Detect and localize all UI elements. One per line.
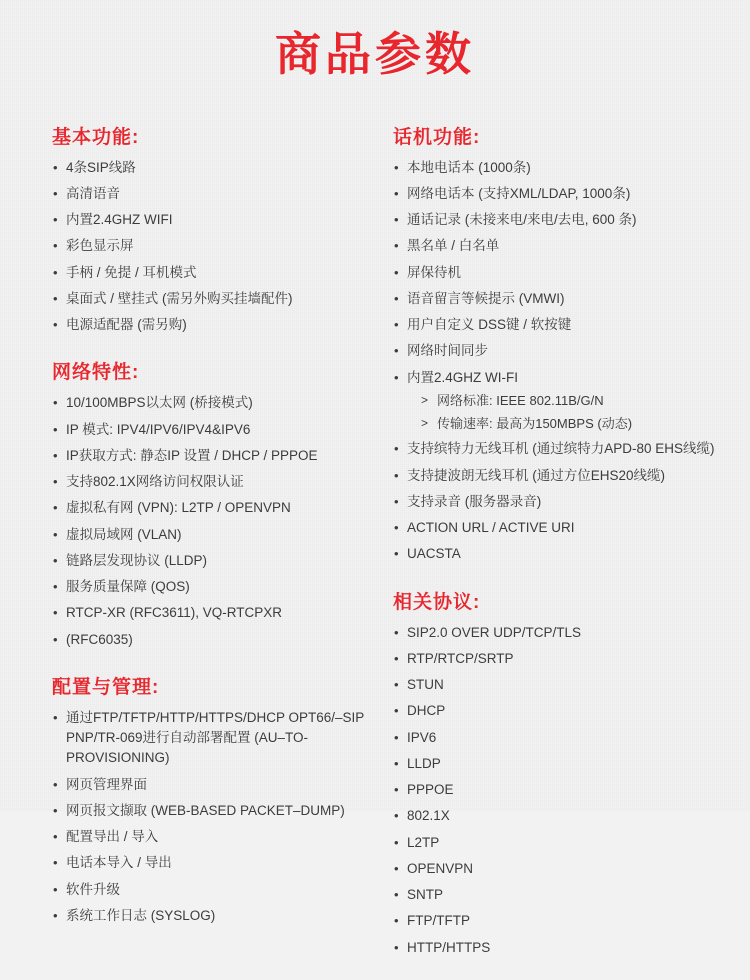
spec-item-label: 链路层发现协议 (LLDP) xyxy=(66,552,208,568)
spec-item-label: 配置导出 / 导入 xyxy=(66,829,159,844)
spec-item-label: 虚拟私有网 (VPN): L2TP / OPENVPN xyxy=(66,500,291,516)
spec-item xyxy=(393,263,718,283)
spec-item xyxy=(393,492,718,512)
spec-item-label: 虚拟局域网 (VLAN) xyxy=(66,526,182,542)
spec-item-label: 内置2.4GHZ WIFI xyxy=(66,212,173,227)
spec-item xyxy=(52,880,377,900)
spec-item-label: 系统工作日志 (SYSLOG) xyxy=(66,907,216,923)
spec-item-label: FTP/TFTP xyxy=(407,913,470,929)
spec-item-label: 内置2.4GHZ WI-FI xyxy=(407,369,518,385)
spec-item xyxy=(52,263,377,283)
spec-list xyxy=(52,708,377,926)
spec-item-label: RTP/RTCP/SRTP xyxy=(407,650,514,666)
spec-item xyxy=(393,754,718,774)
spec-item xyxy=(393,210,718,230)
spec-item-label: 网络电话本 (支持XML/LDAP, 1000条) xyxy=(407,185,631,201)
spec-item-label: UACSTA xyxy=(407,546,461,562)
spec-item xyxy=(393,439,718,459)
spec-item-label: PPPOE xyxy=(407,782,454,798)
spec-item xyxy=(393,806,718,826)
spec-item xyxy=(393,833,718,853)
spec-section xyxy=(393,587,718,958)
spec-subitem: > 传输速率: 最高为150MBPS (动态) xyxy=(421,415,718,434)
spec-item xyxy=(393,859,718,879)
spec-item-label: 支持802.1X网络访问权限认证 xyxy=(66,474,244,489)
spec-item xyxy=(393,315,718,335)
spec-item-label: 黑名单 / 白名单 xyxy=(407,238,500,254)
spec-item-label: HTTP/HTTPS xyxy=(407,939,491,955)
spec-item xyxy=(393,236,718,256)
spec-item-label: 支持捷波朗无线耳机 (通过方位EHS20线缆) xyxy=(407,467,666,483)
spec-item-label: 电源适配器 (需另购) xyxy=(66,317,187,332)
spec-item xyxy=(393,780,718,800)
spec-item-label: 语音留言等候提示 (VMWI) xyxy=(407,290,565,306)
spec-item xyxy=(393,938,718,958)
spec-item xyxy=(52,446,377,466)
spec-item-label: 通话记录 (未接来电/来电/去电, 600 条) xyxy=(407,212,637,227)
spec-item-label: OPENVPN xyxy=(407,860,474,876)
spec-item xyxy=(52,775,377,795)
spec-item xyxy=(393,649,718,669)
spec-item-label: 网页管理界面 xyxy=(66,776,147,792)
spec-item-label: IP获取方式: 静态IP 设置 / DHCP / PPPOE xyxy=(66,447,318,463)
section-heading: 相关协议: xyxy=(393,591,481,613)
spec-item-label: 用户自定义 DSS键 / 软按键 xyxy=(407,317,572,332)
spec-item xyxy=(52,551,377,571)
spec-list xyxy=(393,623,718,958)
spec-item-label: RTCP-XR (RFC3611), VQ-RTCPXR xyxy=(66,605,283,621)
spec-item xyxy=(393,158,718,178)
spec-item-label: 网络时间同步 xyxy=(407,343,488,359)
spec-columns xyxy=(52,122,715,980)
spec-item xyxy=(52,184,377,204)
spec-section xyxy=(52,357,377,650)
spec-item xyxy=(52,603,377,623)
spec-item-label: 彩色显示屏 xyxy=(66,238,134,254)
spec-item-label: (RFC6035) xyxy=(66,631,133,647)
spec-item-label: 屏保待机 xyxy=(407,264,461,280)
page-title: 商品参数 xyxy=(275,28,475,80)
spec-item xyxy=(52,472,377,492)
spec-item-label: 支持缤特力无线耳机 (通过缤特力APD-80 EHS线缆) xyxy=(407,441,715,457)
spec-section xyxy=(52,672,377,926)
spec-item-label: 手柄 / 免提 / 耳机模式 xyxy=(66,264,197,280)
spec-item xyxy=(52,236,377,256)
section-heading: 基本功能: xyxy=(52,126,140,148)
spec-sublist xyxy=(407,392,718,434)
spec-item xyxy=(393,289,718,309)
spec-section xyxy=(52,122,377,336)
spec-item xyxy=(393,518,718,538)
spec-item xyxy=(52,315,377,335)
spec-item xyxy=(52,210,377,230)
spec-item-label: 网页报文撷取 (WEB-BASED PACKET–DUMP) xyxy=(66,802,345,818)
spec-item-label: 支持录音 (服务器录音) xyxy=(407,493,542,509)
spec-list xyxy=(52,393,377,650)
spec-item xyxy=(52,420,377,440)
spec-item xyxy=(52,498,377,518)
spec-item-label: 4条SIP线路 xyxy=(66,159,136,175)
spec-list xyxy=(393,158,718,565)
spec-item xyxy=(52,158,377,178)
spec-item xyxy=(52,827,377,847)
spec-list xyxy=(52,158,377,336)
spec-item-label: 高清语音 xyxy=(66,185,120,201)
spec-section xyxy=(393,122,718,565)
spec-item xyxy=(52,577,377,597)
left-column xyxy=(52,122,377,980)
spec-item-label: 802.1X xyxy=(407,808,450,824)
spec-item xyxy=(393,885,718,905)
right-column xyxy=(393,122,718,980)
spec-item xyxy=(393,544,718,564)
spec-item xyxy=(393,184,718,204)
spec-item-label: 服务质量保障 (QOS) xyxy=(66,579,190,594)
spec-item xyxy=(393,675,718,695)
section-heading: 网络特性: xyxy=(52,362,140,384)
spec-item xyxy=(52,906,377,926)
spec-item xyxy=(393,466,718,486)
spec-item-label: LLDP xyxy=(407,755,441,771)
spec-item xyxy=(52,289,377,309)
spec-item-label: 电话本导入 / 导出 xyxy=(66,855,172,871)
spec-item-label: 软件升级 xyxy=(66,881,120,897)
spec-item xyxy=(393,623,718,643)
spec-item xyxy=(52,630,377,650)
spec-item xyxy=(52,393,377,413)
spec-item-label: IP 模式: IPV4/IPV6/IPV4&IPV6 xyxy=(66,421,251,437)
spec-item-label: 桌面式 / 壁挂式 (需另外购买挂墙配件) xyxy=(66,290,293,306)
spec-subitem: > 网络标准: IEEE 802.11B/G/N xyxy=(421,392,718,411)
spec-item-label: L2TP xyxy=(407,834,440,850)
spec-item-label: STUN xyxy=(407,677,444,693)
spec-item xyxy=(52,853,377,873)
spec-item-label: ACTION URL / ACTIVE URI xyxy=(407,520,575,536)
spec-item-label: 10/100MBPS以太网 (桥接模式) xyxy=(66,395,253,411)
section-heading: 话机功能: xyxy=(393,126,481,148)
spec-item xyxy=(393,911,718,931)
spec-item-label: SIP2.0 OVER UDP/TCP/TLS xyxy=(407,624,582,640)
spec-item xyxy=(393,701,718,721)
spec-item-label: SNTP xyxy=(407,887,444,903)
spec-item-label: DHCP xyxy=(407,703,446,719)
spec-item xyxy=(52,525,377,545)
spec-item xyxy=(393,728,718,748)
spec-item-label: IPV6 xyxy=(407,729,437,745)
spec-item xyxy=(393,368,718,434)
spec-item-label: 本地电话本 (1000条) xyxy=(407,159,531,175)
section-heading: 配置与管理: xyxy=(52,676,160,698)
spec-item-label: 通过FTP/TFTP/HTTP/HTTPS/DHCP OPT66/–SIP PNP/TR-069进行自动部署配置 (AU–TO-PROVISIONING) xyxy=(66,709,365,766)
spec-item xyxy=(52,708,377,769)
spec-item xyxy=(393,341,718,361)
